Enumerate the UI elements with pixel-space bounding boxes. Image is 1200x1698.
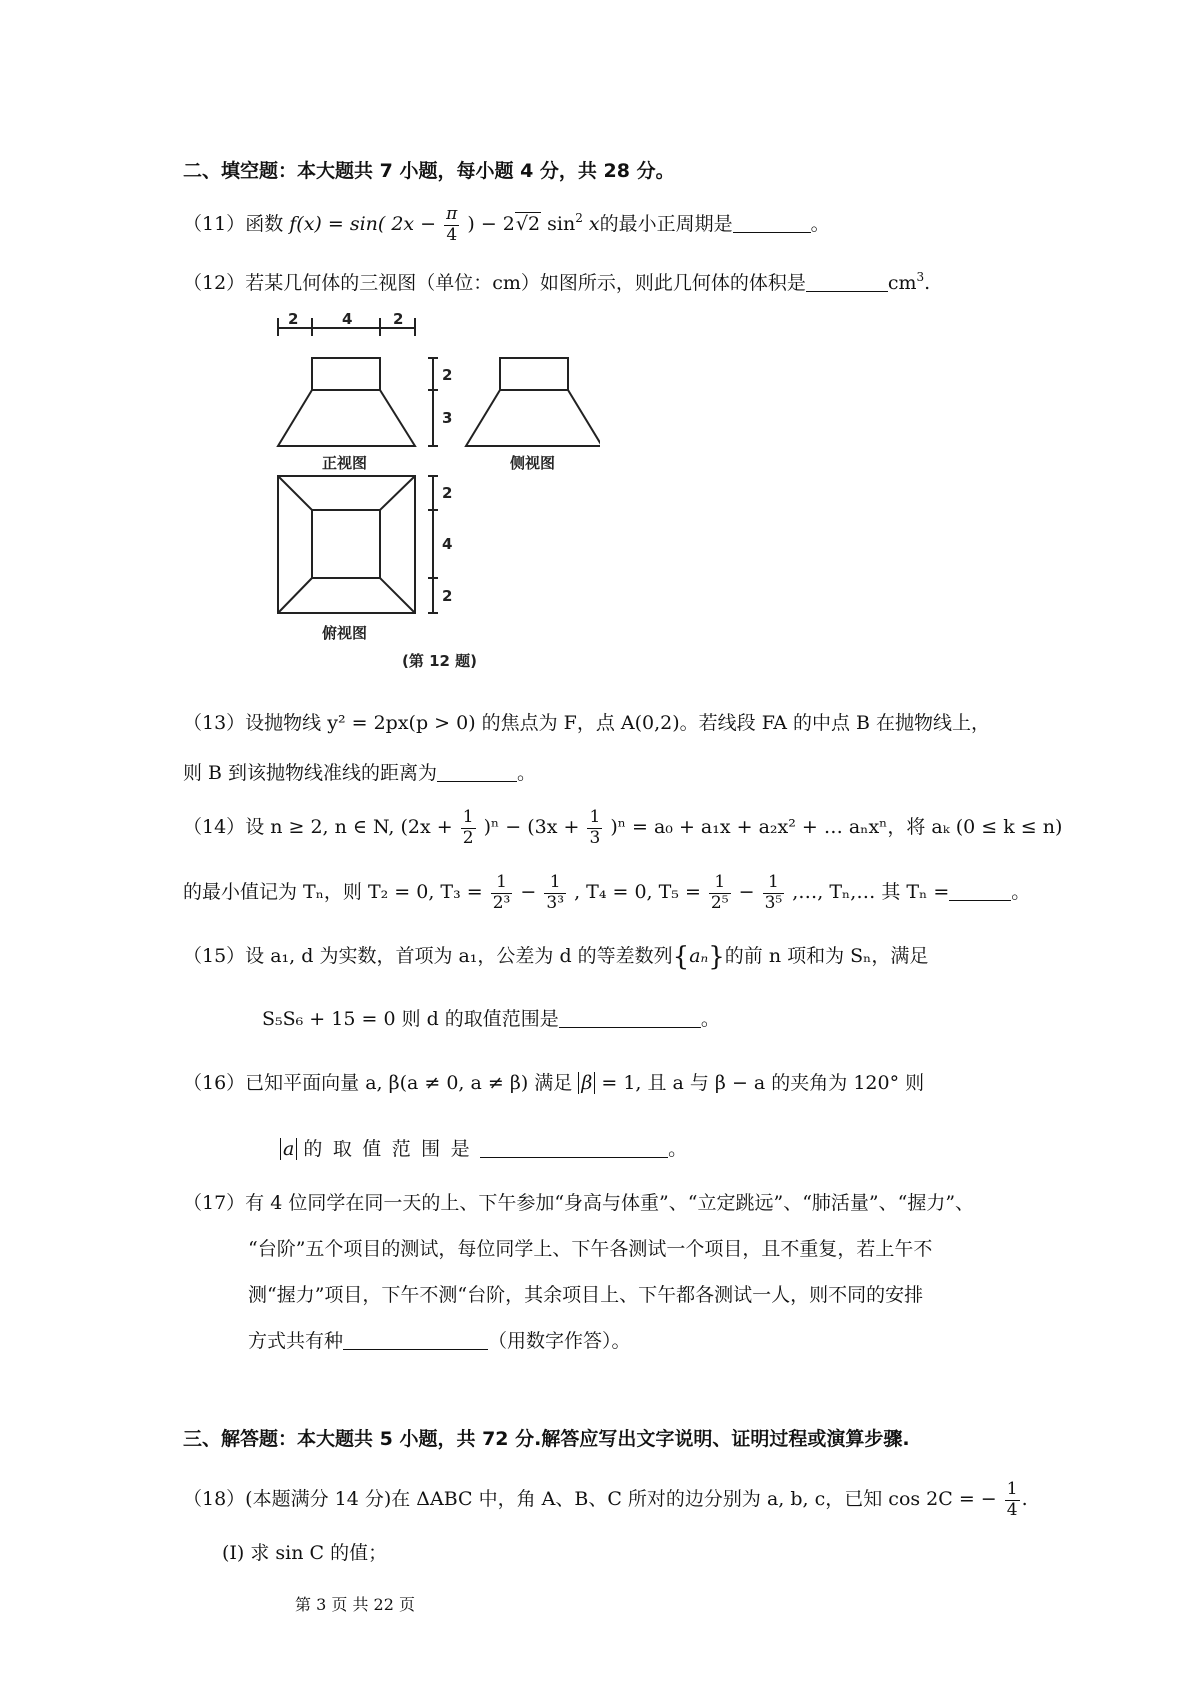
abs-value: β [578, 1072, 595, 1094]
question-17-line2: “台阶”五个项目的测试，每位同学上、下午各测试一个项目，且不重复，若上午不 [248, 1238, 933, 1260]
answer-blank[interactable] [437, 762, 517, 782]
denominator: 4 [1006, 1499, 1018, 1520]
question-number: （14） [183, 816, 246, 839]
question-text: （用数字作答）。 [488, 1330, 631, 1352]
question-text: 方式共有种 [248, 1330, 344, 1352]
question-13-line2 [183, 762, 536, 785]
punctuation: . [924, 272, 931, 294]
fraction [587, 808, 602, 848]
formula: ,…, Tₙ,… 其 Tₙ = [792, 881, 950, 904]
unit-exponent: 3 [916, 270, 925, 284]
numerator: 1 [544, 873, 566, 894]
question-number: （12） [183, 272, 246, 294]
question-18-part1: (I) 求 sin C 的值； [222, 1542, 388, 1564]
question-text: 的最小正周期是 [599, 213, 733, 236]
page-footer: 第 3 页 共 22 页 [295, 1595, 415, 1614]
dim-label: 2 [442, 366, 453, 384]
fraction [709, 873, 731, 913]
denominator: 2 [462, 827, 474, 848]
punctuation: 。 [1011, 881, 1031, 904]
punctuation: 。 [517, 762, 537, 784]
dim-label: 2 [442, 587, 453, 605]
question-text: 函数 [245, 213, 284, 236]
numerator: 1 [589, 807, 601, 827]
figure-caption: (第 12 题) [402, 652, 478, 670]
dim-label: 2 [288, 310, 299, 328]
formula: , T₄ = 0, T₅ = [574, 881, 701, 904]
question-text: 的前 n 项和为 Sₙ，满足 [724, 945, 929, 967]
numerator: 1 [763, 873, 785, 894]
question-15-line2 [262, 1008, 720, 1031]
fraction [491, 873, 513, 913]
question-14-line2 [183, 873, 1030, 913]
denominator: 4 [446, 224, 458, 245]
punctuation: 。 [700, 1008, 720, 1030]
question-17-line4 [248, 1330, 631, 1353]
formula: f(x) = sin( 2x − [289, 213, 437, 236]
variable: x [582, 213, 600, 236]
side-view-label: 侧视图 [510, 454, 556, 472]
question-number: （11） [183, 213, 246, 236]
question-16-line2 [280, 1138, 687, 1161]
denominator: 3 [589, 827, 601, 848]
denominator: 2³ [492, 892, 511, 913]
section-heading: 三、解答题：本大题共 5 小题，共 72 分.解答应写出文字说明、证明过程或演算步骤. [183, 1428, 910, 1450]
fraction [544, 873, 566, 913]
fraction [444, 205, 459, 245]
three-view-figure [260, 308, 600, 680]
formula: 的最小值记为 Tₙ，则 T₂ = 0, T₃ = [183, 881, 483, 904]
formula: )ⁿ = a₀ + a₁x + a₂x² + … aₙxⁿ，将 aₖ (0 ≤ k ≤ n) [610, 816, 1063, 839]
unit: cm [887, 272, 917, 294]
question-14-line1 [183, 808, 1062, 848]
abs-value: a [280, 1138, 297, 1160]
dim-label: 2 [393, 310, 404, 328]
question-15-line1 [183, 942, 928, 973]
brace: { [672, 942, 690, 972]
exponent: 2 [575, 211, 583, 226]
answer-blank[interactable] [480, 1138, 668, 1158]
section-heading: 二、填空题：本大题共 7 小题，每小题 4 分，共 28 分。 [183, 160, 675, 182]
dim-label: 4 [442, 535, 453, 553]
fraction [763, 873, 785, 913]
formula: ) − 2 [467, 213, 515, 236]
numerator: 1 [709, 873, 731, 894]
question-11 [183, 205, 830, 245]
question-18 [183, 1480, 1028, 1520]
question-text: = 1, 且 a 与 β − a 的夹角为 120° 则 [601, 1072, 925, 1094]
denominator: 2⁵ [710, 892, 729, 913]
formula: sin [547, 213, 576, 236]
numerator: 1 [491, 873, 513, 894]
top-view-label: 俯视图 [322, 624, 368, 642]
operator: − [738, 881, 755, 904]
question-text: 若某几何体的三视图（单位：cm）如图所示，则此几何体的体积是 [245, 272, 806, 294]
question-17-line1: （17）有 4 位同学在同一天的上、下午参加“身高与体重”、“立定跳远”、“肺活量”、“握力”、 [183, 1192, 975, 1214]
dim-label: 3 [442, 409, 453, 427]
sqrt: √2 [515, 213, 541, 236]
question-text: （16）已知平面向量 a, β(a ≠ 0, a ≠ β) 满足 [183, 1072, 573, 1094]
punctuation: 。 [810, 213, 830, 236]
sqrt-arg: 2 [528, 213, 541, 236]
question-text: 的取值范围是 [303, 1138, 481, 1160]
question-text: （15）设 a₁, d 为实数，首项为 a₁，公差为 d 的等差数列 [183, 945, 673, 967]
sequence: aₙ [689, 945, 709, 967]
answer-blank[interactable] [806, 272, 888, 292]
brace: } [708, 942, 725, 972]
numerator: π [446, 204, 458, 224]
question-13-line1: （13）设抛物线 y² = 2px(p > 0) 的焦点为 F，点 A(0,2)。若线段 FA 的中点 B 在抛物线上， [183, 712, 991, 734]
denominator: 3³ [546, 892, 565, 913]
question-text: S₅S₆ + 15 = 0 则 d 的取值范围是 [262, 1008, 559, 1030]
answer-blank[interactable] [343, 1330, 488, 1350]
fraction [461, 808, 476, 848]
answer-blank[interactable] [949, 881, 1011, 901]
dim-label: 2 [442, 484, 453, 502]
numerator: 1 [1006, 1479, 1018, 1499]
front-view-label: 正视图 [322, 454, 368, 472]
answer-blank[interactable] [559, 1008, 701, 1028]
operator: − [520, 881, 537, 904]
punctuation: 。 [668, 1138, 688, 1160]
numerator: 1 [462, 807, 474, 827]
fraction [1005, 1480, 1020, 1520]
question-text: （18）(本题满分 14 分)在 ΔABC 中，角 A、B、C 所对的边分别为 a, b, c，已知 cos 2C = − [183, 1488, 997, 1511]
dim-label: 4 [342, 310, 353, 328]
answer-blank[interactable] [733, 213, 811, 233]
formula: 设 n ≥ 2, n ∈ N, (2x + [245, 816, 453, 839]
question-17-line3: 测“握力”项目，下午不测“台阶，其余项目上、下午都各测试一人，则不同的安排 [248, 1284, 924, 1306]
formula: )ⁿ − (3x + [483, 816, 580, 839]
question-12 [183, 270, 930, 295]
question-16-line1 [183, 1072, 924, 1095]
question-text: 则 B 到该抛物线准线的距离为 [183, 762, 438, 784]
punctuation: . [1021, 1488, 1028, 1511]
denominator: 3⁵ [764, 892, 783, 913]
